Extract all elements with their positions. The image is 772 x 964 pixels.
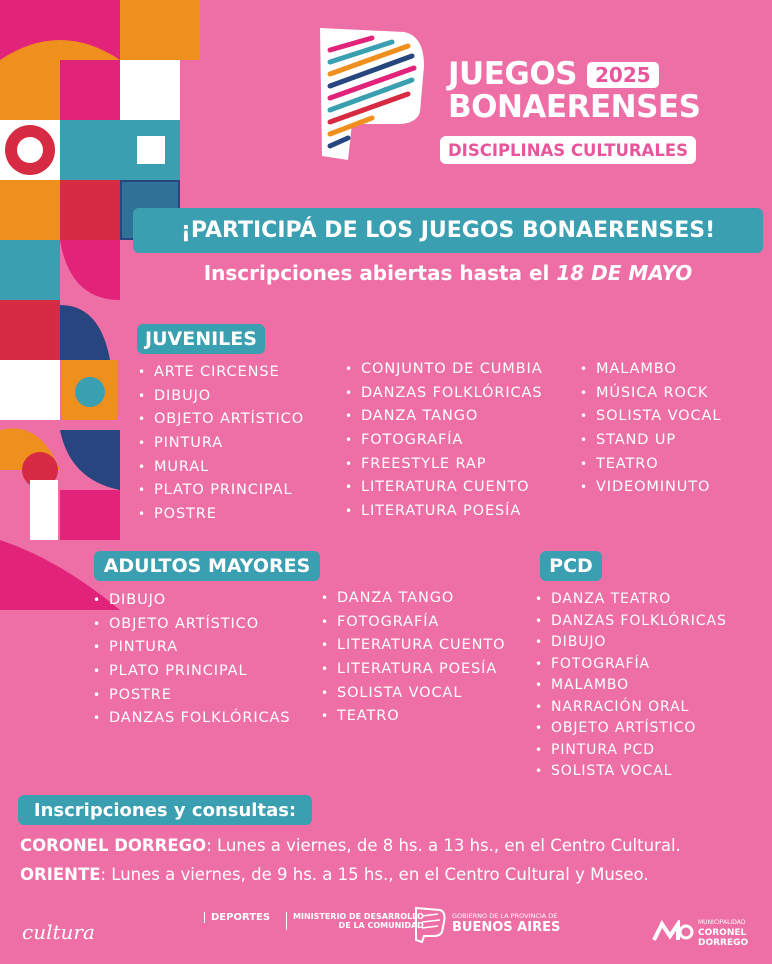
ministerio-logo [286,912,424,930]
muni-line1: MUNICIPALIDAD [698,919,746,926]
contact-hours: : Lunes a viernes, de 8 hs. a 13 hs., en el Centro Cultural. [206,836,681,855]
list-item: • DIBUJO [535,632,727,654]
list-item: • PLATO PRINCIPAL [93,660,290,684]
contact-heading: Inscripciones y consultas: [18,795,312,825]
adultos-list-1 [93,589,290,731]
list-item: • FOTOGRAFÍA [535,654,727,676]
deadline-text [133,258,763,288]
municipalidad-text [698,918,748,948]
contact-place: CORONEL DORREGO [20,836,207,855]
logo-wordmark [448,58,708,124]
footer-logos [0,900,772,964]
province-map-icon [412,904,448,944]
list-item: • OBJETO ARTÍSTICO [138,408,304,432]
list-item: • FOTOGRAFÍA [345,429,543,453]
list-item: • CONJUNTO DE CUMBIA [345,358,543,382]
category-pcd: PCD [540,551,602,581]
list-item: • LITERATURA POESÍA [345,500,543,524]
list-item: • TEATRO [580,453,721,477]
decorative-mosaic [0,0,200,620]
list-item: • PINTURA [93,636,290,660]
list-item: • ARTE CIRCENSE [138,361,304,385]
list-item: • NARRACIÓN ORAL [535,697,727,719]
juegos-bonaerenses-logo-icon [312,20,430,166]
list-item: • DIBUJO [138,385,304,409]
list-item: • PLATO PRINCIPAL [138,479,304,503]
list-item: • DANZA TANGO [345,405,543,429]
list-item: • OBJETO ARTÍSTICO [535,718,727,740]
list-item: • LITERATURA POESÍA [321,658,505,682]
list-item: • SOLISTA VOCAL [580,405,721,429]
list-item: • DIBUJO [93,589,290,613]
list-item: • OBJETO ARTÍSTICO [93,613,290,637]
ministerio-line2: DE LA COMUNIDAD [338,921,424,930]
list-item: • LITERATURA CUENTO [345,476,543,500]
list-item: • TEATRO [321,705,505,729]
list-item: • LITERATURA CUENTO [321,634,505,658]
ministerio-line1: MINISTERIO DE DESARROLLO [293,912,424,921]
list-item: • MALAMBO [535,675,727,697]
muni-line2: CORONEL [698,928,747,938]
list-item: • VIDEOMINUTO [580,476,721,500]
list-item: • DANZAS FOLKLÓRICAS [345,382,543,406]
list-item: • FREESTYLE RAP [345,453,543,477]
logo-word-juegos: JUEGOS [448,56,578,92]
list-item: • MURAL [138,456,304,480]
list-item: • DANZA TANGO [321,587,505,611]
disciplinas-badge: DISCIPLINAS CULTURALES [440,136,696,164]
list-item: • MALAMBO [580,358,721,382]
list-item: • DANZAS FOLKLÓRICAS [93,707,290,731]
municipalidad-logo-icon [652,920,694,942]
category-juveniles: JUVENILES [137,324,265,354]
list-item: • SOLISTA VOCAL [535,761,727,783]
list-item: • SOLISTA VOCAL [321,682,505,706]
gobierno-line1: GOBIERNO DE LA PROVINCIA DE [452,912,558,920]
gobierno-logo [452,912,560,935]
muni-line3: DORREGO [698,938,749,948]
list-item: • POSTRE [138,503,304,527]
logo-word-bonaerenses: BONAERENSES [448,89,701,125]
list-item: • DANZAS FOLKLÓRICAS [535,611,727,633]
juveniles-list-3 [580,358,721,500]
deadline-label: Inscripciones abiertas hasta el [203,261,550,285]
gobierno-line2: BUENOS AIRES [452,920,561,935]
list-item: • STAND UP [580,429,721,453]
juveniles-list-1 [138,361,304,527]
cultura-logo: cultura [22,920,95,944]
year-badge: 2025 [587,62,659,88]
list-item: • FOTOGRAFÍA [321,611,505,635]
deadline-date: 18 DE MAYO [556,261,693,285]
contact-line-dorrego [20,836,681,855]
list-item: • PINTURA [138,432,304,456]
list-item: • MÚSICA ROCK [580,382,721,406]
list-item: • POSTRE [93,684,290,708]
juveniles-list-2 [345,358,543,524]
pcd-list [535,589,727,783]
list-item: • DANZA TEATRO [535,589,727,611]
contact-place: ORIENTE [20,865,101,884]
adultos-list-2 [321,587,505,729]
contact-line-oriente [20,865,649,884]
contact-hours: : Lunes a viernes, de 9 hs. a 15 hs., en el Centro Cultural y Museo. [100,865,649,884]
headline-banner: ¡PARTICIPÁ DE LOS JUEGOS BONAERENSES! [133,208,763,253]
list-item: • PINTURA PCD [535,740,727,762]
category-adultos-mayores: ADULTOS MAYORES [94,551,320,581]
deportes-label: DEPORTES [204,912,270,923]
